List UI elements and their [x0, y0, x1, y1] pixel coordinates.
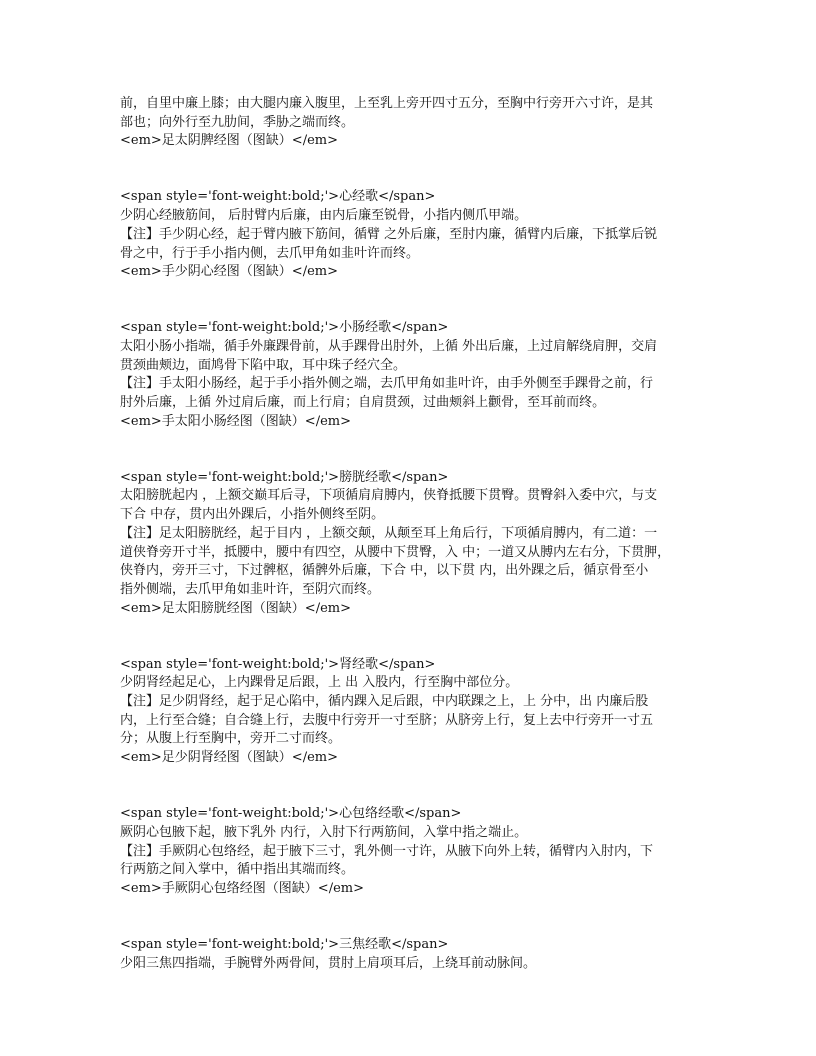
figure-caption-line: <em>足太阴脾经图（图缺）</em> [120, 133, 338, 149]
text-line: 【注】足太阳膀胱经，起于目内 ，上额交颠，从颠至耳上角后行，下项循肩膊内，有二道：一 [120, 525, 658, 541]
section-gap [120, 768, 710, 805]
section-heading-line: <span style='font-weight:bold;'>小肠经歌</span> [120, 320, 449, 336]
text-line: 部也；向外行至九肋间，季胁之端而终。 [120, 114, 355, 130]
figure-caption-line: <em>足太阳膀胱经图（图缺）</em> [120, 600, 351, 616]
section-heading-line: <span style='font-weight:bold;'>膀胱经歌</span> [120, 469, 449, 485]
text-line: 行两筋之间入掌中，循中指出其端而终。 [120, 862, 355, 878]
figure-caption-line: <em>手少阴心经图（图缺）</em> [120, 264, 338, 280]
section-gap [120, 618, 710, 655]
text-line: 前，自里中廉上膝；由大腿内廉入腹里，上至乳上旁开四寸五分，至胸中行旁开六寸许，是其 [120, 96, 654, 111]
section-heading-line: <span style='font-weight:bold;'>心包络经歌</span> [120, 806, 462, 822]
section-heading-line: <span style='font-weight:bold;'>三焦经歌</span> [120, 937, 449, 953]
text-section [120, 95, 710, 151]
section-gap [120, 282, 710, 319]
section-gap [120, 899, 710, 936]
text-line: 少阴心经腋筋间， 后肘臂内后廉，由内后廉至锐骨，小指内侧爪甲端。 [120, 208, 528, 224]
text-line: 【注】手太阳小肠经，起于手小指外侧之端，去爪甲角如韭叶许，由手外侧至手踝骨之前，行 [120, 376, 654, 392]
text-line: 肘外后廉，上循 外过肩后廉，而上行肩；自肩贯颈，过曲颊斜上颧骨，至耳前而终。 [120, 395, 606, 411]
text-line: 【注】足少阴肾经，起于足心陷中，循内踝入足后跟，中内联踝之上，上 分中，出 内廉后股 [120, 694, 649, 710]
section-heading-line: <span style='font-weight:bold;'>肾经歌</span> [120, 656, 436, 672]
text-line: 侠脊内，旁开三寸，下过髀枢，循髀外后廉，下合 中，以下贯 内，出外踝之后，循京骨至小 [120, 563, 649, 579]
text-line: 太阳膀胱起内 ，上额交巅耳后寻，下项循肩肩膊内，侠脊抵腰下贯臀。贯臀斜入委中穴，与支 [120, 488, 658, 504]
text-line: 太阳小肠小指端，循手外廉踝骨前，从手踝骨出肘外，上循 外出后廉，上过肩解绕肩胛，交肩 [120, 338, 658, 354]
text-section [120, 319, 710, 431]
text-line: 贯颈曲颊边，面鸠骨下陷中取，耳中珠子经穴全。 [120, 357, 407, 373]
document-body [120, 95, 710, 973]
text-line: 少阴肾经起足心，上内踝骨足后跟，上 出 入股内，行至胸中部位分。 [120, 675, 519, 691]
text-line: 骨之中，行于手小指内侧，去爪甲角如韭叶许而终。 [120, 245, 420, 261]
text-section [120, 188, 710, 281]
text-section [120, 469, 710, 619]
text-line: 【注】手厥阴心包络经，起于腋下三寸，乳外侧一寸许，从腋下向外上转，循臂内入肘内，下 [120, 843, 654, 859]
figure-caption-line: <em>足少阴肾经图（图缺）</em> [120, 750, 338, 766]
text-line: 分；从腹上行至胸中，旁开二寸而终。 [120, 731, 342, 747]
text-line: 少阳三焦四指端，手腕臂外两骨间，贯肘上肩项耳后，上绕耳前动脉间。 [120, 955, 537, 971]
text-line: 内，上行至合缝；自合缝上行，去腹中行旁开一寸至脐；从脐旁上行，复上去中行旁开一寸五 [120, 712, 654, 728]
text-section [120, 656, 710, 768]
section-gap [120, 151, 710, 188]
figure-caption-line: <em>手太阳小肠经图（图缺）</em> [120, 413, 351, 429]
figure-caption-line: <em>手厥阴心包络经图（图缺）</em> [120, 880, 364, 896]
text-line: 厥阴心包腋下起，腋下乳外 内行，入肘下行两筋间，入掌中指之端止。 [120, 824, 528, 840]
section-heading-line: <span style='font-weight:bold;'>心经歌</span> [120, 189, 436, 205]
text-line: 道侠脊旁开寸半，抵腰中，腰中有四空，从腰中下贯臀，入 中；一道又从膊内左右分，下贯胛， [120, 544, 671, 560]
text-section [120, 805, 710, 898]
section-gap [120, 431, 710, 468]
text-line: 下合 中存，贯内出外踝后，小指外侧终至阴。 [120, 507, 385, 523]
text-line: 指外侧端，去爪甲角如韭叶许，至阴穴而终。 [120, 581, 381, 597]
text-section [120, 936, 710, 973]
text-line: 【注】手少阴心经，起于臂内腋下筋间，循臂 之外后廉，至肘内廉，循臂内后廉，下抵掌后锐 [120, 226, 658, 242]
